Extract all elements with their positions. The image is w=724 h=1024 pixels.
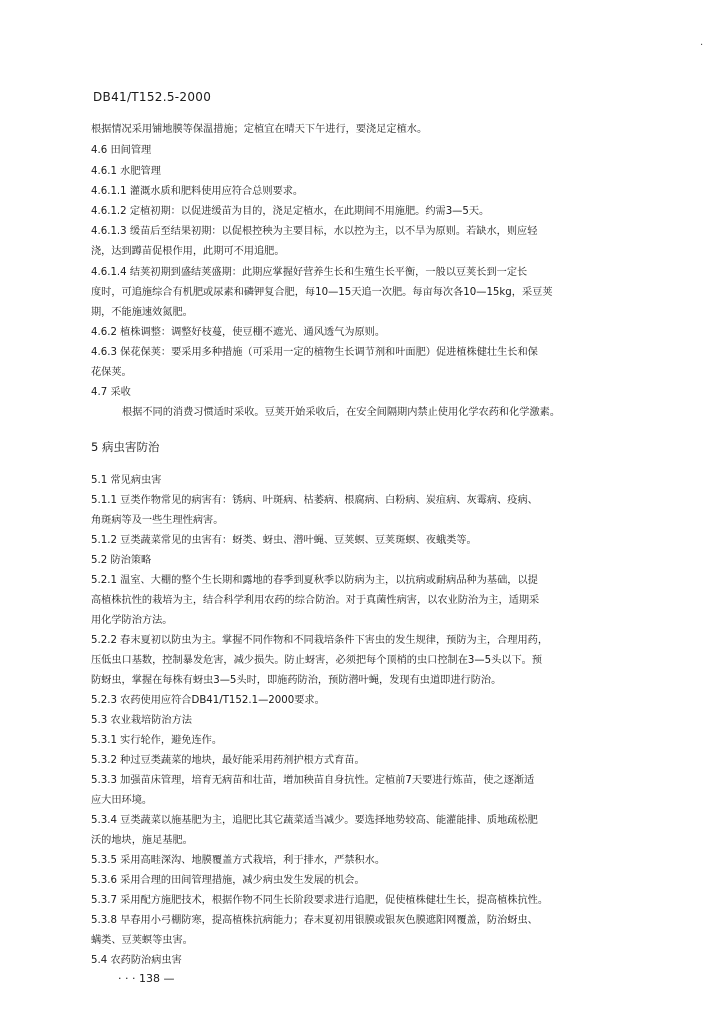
text-line: 5.3.1 实行轮作，避免连作。: [91, 735, 223, 746]
text-line: 5.2.3 农药使用应符合DB41/T152.1—2000要求。: [91, 695, 325, 706]
text-line: 应大田环境。: [91, 795, 153, 806]
text-line: 度时，可追施综合有机肥或尿素和磷钾复合肥，每10—15天追一次肥。每亩每次各10—15kg，采豆荚: [91, 287, 553, 298]
text-line: 沃的地块，施足基肥。: [91, 835, 193, 846]
text-line: 5.2.2 春末夏初以防虫为主。掌握不同作物和不同栽培条件下害虫的发生规律，预防为主，合理用药，: [91, 635, 549, 646]
text-line: 5.3.7 采用配方施肥技术，根据作物不同生长阶段要求进行追肥，促使植株健壮生长，提高植株抗性。: [91, 895, 549, 906]
section-heading: 5.4 农药防治病虫害: [91, 955, 182, 966]
section-heading: 5.3 农业栽培防治方法: [91, 715, 192, 726]
text-line: 5.1.2 豆类蔬菜常见的虫害有：蚜类、蚜虫、潜叶蝇、豆荚螟、豆荚斑螟、夜蛾类等。: [91, 535, 477, 546]
section-heading: 4.6 田间管理: [91, 145, 152, 156]
section-heading: 4.6.1 水肥管理: [91, 166, 161, 177]
section-heading: 4.7 采收: [91, 387, 131, 398]
text-line: 根据不同的消费习惯适时采收。豆荚开始采收后，在安全间隔期内禁止使用化学农药和化学激素。: [122, 407, 561, 418]
text-line: 用化学防治方法。: [91, 615, 173, 626]
text-line: 浇，达到蹲苗促根作用，此期可不用追肥。: [91, 246, 285, 257]
text-line: 4.6.3 保花保荚：要采用多种措施（可采用一定的植物生长调节剂和叶面肥）促进植株健壮生长和保: [91, 347, 538, 358]
text-line: 5.3.4 豆类蔬菜以施基肥为主，追肥比其它蔬菜适当减少。要选择地势较高、能灌能排、质地疏松肥: [91, 815, 538, 826]
text-line: 期，不能施速效氮肥。: [91, 307, 193, 318]
text-line: 花保荚。: [91, 367, 132, 378]
text-line: 角斑病等及一些生理性病害。: [91, 515, 224, 526]
text-line: 5.3.8 早春用小弓棚防寒，提高植株抗病能力；春末夏初用银膜或银灰色膜遮阳网覆盖，防治蚜虫、: [91, 915, 538, 926]
text-line: 4.6.1.4 结荚初期到盛结荚盛期：此期应掌握好营养生长和生殖生长平衡，一般以豆荚长到一定长: [91, 267, 528, 278]
text-line: 高植株抗性的栽培为主，结合科学利用农药的综合防治。对于真菌性病害，以农业防治为主，适期采: [91, 595, 540, 606]
text-line: 螨类、豆荚螟等虫害。: [91, 935, 193, 946]
text-line: 5.3.5 采用高畦深沟、地膜覆盖方式栽培，利于排水，严禁积水。: [91, 855, 386, 866]
text-line: 4.6.1.2 定植初期：以促进缓苗为目的，浇足定植水，在此期间不用施肥。约需3—5天。: [91, 206, 490, 217]
page-number: · · · 138 —: [118, 972, 175, 985]
text-line: 防蚜虫，掌握在每株有蚜虫3—5头时，即施药防治，预防潜叶蝇，发现有虫道即进行防治。: [91, 675, 502, 686]
text-line: 5.1.1 豆类作物常见的病害有：锈病、叶斑病、枯萎病、根腐病、白粉病、炭疽病、灰霉病、疫病、: [91, 495, 538, 506]
text-line: 4.6.2 植株调整：调整好枝蔓，使豆棚不遮光、通风透气为原则。: [91, 327, 386, 338]
text-line: 5.3.3 加强苗床管理，培育无病苗和壮苗，增加秧苗自身抗性。定植前7天要进行炼苗，使之逐渐适: [91, 775, 535, 786]
text-line: 5.3.6 采用合理的田间管理措施，减少病虫发生发展的机会。: [91, 875, 365, 886]
document-header: DB41/T152.5-2000: [93, 90, 212, 104]
text-line: 4.6.1.1 灌溉水质和肥料使用应符合总则要求。: [91, 186, 304, 197]
corner-mark: ·: [700, 40, 704, 51]
section-heading: 5.2 防治策略: [91, 555, 152, 566]
text-line: 5.3.2 种过豆类蔬菜的地块，最好能采用药剂护根方式育苗。: [91, 755, 365, 766]
chapter-heading: 5 病虫害防治: [91, 440, 160, 454]
text-line: 压低虫口基数，控制暴发危害，减少损失。防止蚜害，必须把每个顶梢的虫口控制在3—5头以下。预: [91, 655, 543, 666]
text-line: 根据情况采用铺地膜等保温措施；定植宜在晴天下午进行，要浇足定植水。: [91, 124, 428, 135]
text-line: 5.2.1 温室、大棚的整个生长期和露地的春季到夏秋季以防病为主，以抗病或耐病品种为基础，以提: [91, 575, 538, 586]
section-heading: 5.1 常见病虫害: [91, 475, 162, 486]
text-line: 4.6.1.3 缓苗后至结果初期：以促根控秧为主要目标，水以控为主，以不旱为原则。若缺水，则应轻: [91, 226, 538, 237]
